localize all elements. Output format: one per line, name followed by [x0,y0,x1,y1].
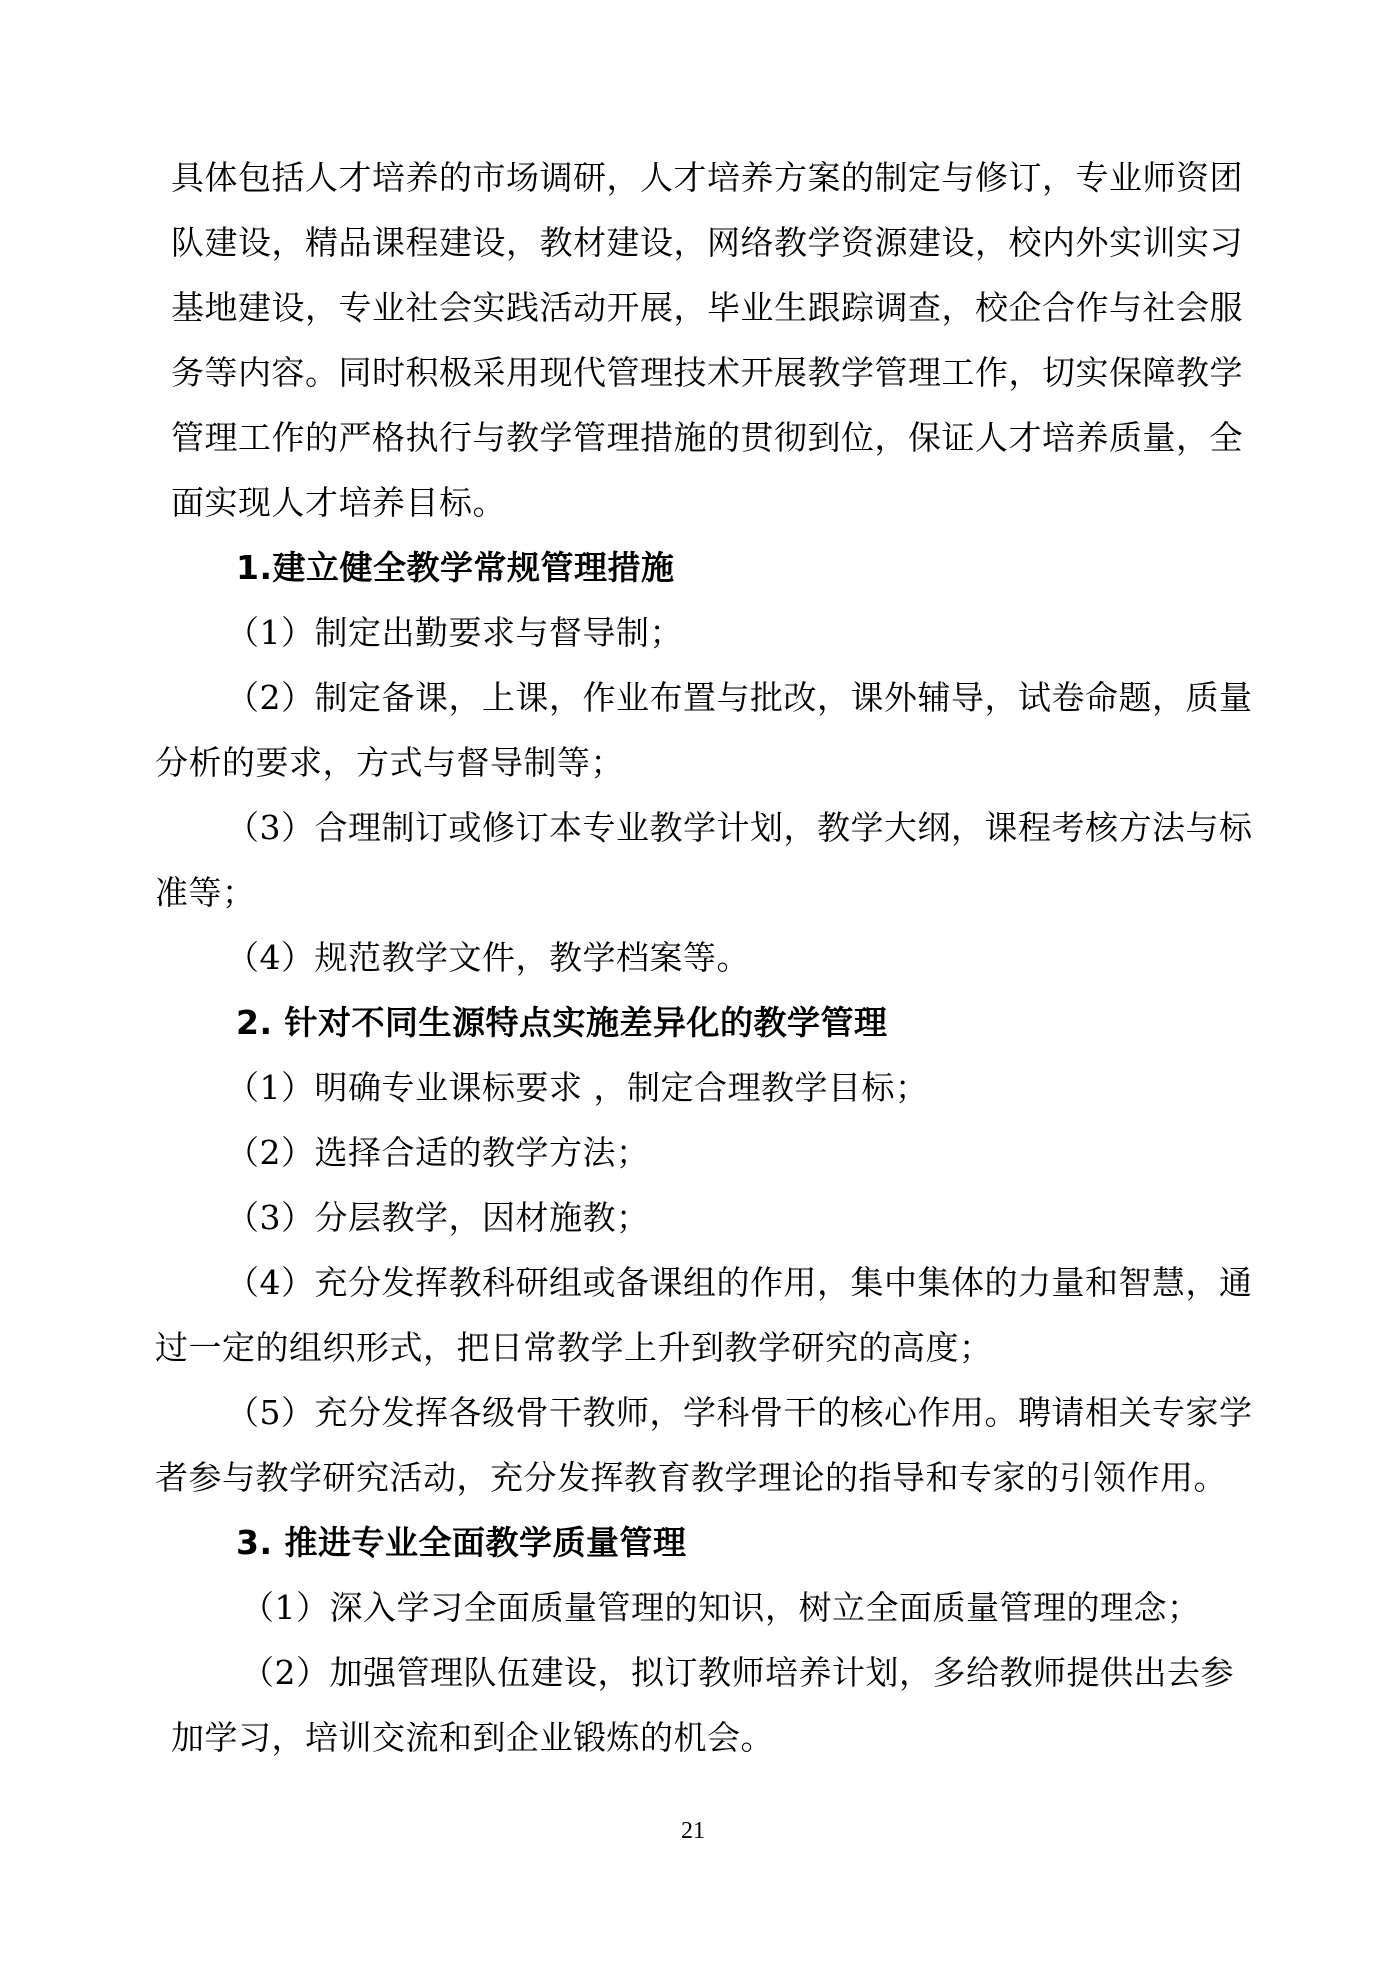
section1-item3-line1: （3）合理制订或修订本专业教学计划，教学大纲，课程考核方法与标 [226,808,1253,847]
section2-item1: （1）明确专业课标要求 ，制定合理教学目标； [226,1068,929,1107]
intro-line-6: 面实现人才培养目标。 [171,483,506,522]
intro-line-2: 队建设，精品课程建设，教材建设，网络教学资源建设，校内外实训实习 [171,223,1243,262]
section1-item2-line1: （2）制定备课，上课，作业布置与批改，课外辅导，试卷命题，质量 [226,678,1253,717]
page-number: 21 [681,1818,705,1844]
section1-heading: 1.建立健全教学常规管理措施 [236,548,675,587]
section1-item1: （1）制定出勤要求与督导制； [226,613,683,652]
section2-heading: 2. 针对不同生源特点实施差异化的教学管理 [236,1003,888,1042]
intro-line-1: 具体包括人才培养的市场调研，人才培养方案的制定与修订，专业师资团 [171,158,1243,197]
section2-item5-line2: 者参与教学研究活动，充分发挥教育教学理论的指导和专家的引领作用。 [155,1458,1227,1497]
intro-line-3: 基地建设，专业社会实践活动开展，毕业生跟踪调查，校企合作与社会服 [171,288,1243,327]
section1-item2-line2: 分析的要求，方式与督导制等； [155,743,624,782]
section3-heading: 3. 推进专业全面教学质量管理 [236,1523,687,1562]
section3-item1: （1）深入学习全面质量管理的知识，树立全面质量管理的理念； [241,1588,1201,1627]
section3-item2-line1: （2）加强管理队伍建设，拟订教师培养计划，多给教师提供出去参 [241,1653,1234,1692]
section2-item4-line1: （4）充分发挥教科研组或备课组的作用，集中集体的力量和智慧，通 [226,1263,1253,1302]
section2-item5-line1: （5）充分发挥各级骨干教师，学科骨干的核心作用。聘请相关专家学 [226,1393,1253,1432]
intro-line-4: 务等内容。同时积极采用现代管理技术开展教学管理工作，切实保障教学 [171,353,1243,392]
section2-item3: （3）分层教学，因材施教； [226,1198,650,1237]
section2-item4-line2: 过一定的组织形式，把日常教学上升到教学研究的高度； [155,1328,993,1367]
section2-item2: （2）选择合适的教学方法； [226,1133,650,1172]
section1-item3-line2: 准等； [155,873,256,912]
section1-item4: （4）规范教学文件，教学档案等。 [226,938,750,977]
section3-item2-line2: 加学习，培训交流和到企业锻炼的机会。 [171,1718,774,1757]
intro-line-5: 管理工作的严格执行与教学管理措施的贯彻到位，保证人才培养质量，全 [171,418,1243,457]
